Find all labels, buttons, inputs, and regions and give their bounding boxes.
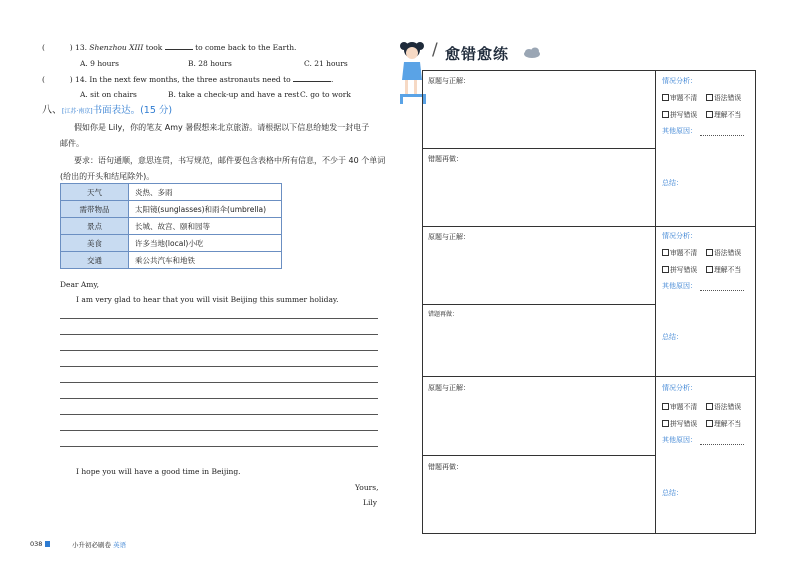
section-number: 八、 <box>42 105 62 116</box>
writing-line[interactable] <box>60 382 378 383</box>
prompt-line-1: 假如你是 Lily，你的笔友 Amy 暑假想来北京旅游。请根据以下信息给她发一封电子 <box>74 123 370 132</box>
table-row <box>61 201 282 218</box>
table-value: 乘公共汽车和地铁 <box>129 252 282 269</box>
check-label: 语法错误 <box>714 94 742 102</box>
table-value: 太阳镜(sunglasses)和雨伞(umbrella) <box>129 201 282 218</box>
check-misread[interactable] <box>662 92 697 102</box>
redo-label: 错题再做： <box>428 311 459 318</box>
letter-closing: I hope you will have a good time in Beijing. <box>76 467 241 476</box>
option-c[interactable]: C. go to work <box>300 90 351 99</box>
question-13 <box>42 42 296 52</box>
table-value: 炎热、多雨 <box>129 184 282 201</box>
original-label: 原题与正解： <box>428 233 470 241</box>
check-label: 拼写错误 <box>670 420 698 428</box>
fill-blank[interactable] <box>293 74 334 84</box>
check-label: 理解不当 <box>714 420 742 428</box>
section-source: [江苏·南京] <box>62 108 93 115</box>
option-b[interactable]: B. take a check-up and have a rest <box>168 90 300 99</box>
check-label: 语法错误 <box>714 403 742 411</box>
checkbox[interactable] <box>662 266 669 273</box>
question-text-after: to come back to the Earth. <box>195 43 297 52</box>
table-row <box>61 184 282 201</box>
other-reason-label: 其他原因： <box>662 436 697 444</box>
checkbox[interactable] <box>662 249 669 256</box>
checkbox[interactable] <box>706 266 713 273</box>
grid-divider <box>422 376 756 377</box>
check-misread[interactable] <box>662 247 697 257</box>
table-key: 天气 <box>61 184 129 201</box>
question-text-after: . <box>331 75 334 84</box>
table-key: 景点 <box>61 218 129 235</box>
prompt-line-2-cont: (给出的开头和结尾除外)。 <box>60 172 155 181</box>
check-grammar[interactable] <box>706 247 741 257</box>
check-understanding[interactable] <box>706 418 741 428</box>
book-title <box>72 540 126 549</box>
prompt-line-2: 要求：语句通顺，意思连贯，书写规范，邮件要包含表格中所有信息，不少于 40 个单词 <box>74 156 386 165</box>
check-label: 语法错误 <box>714 249 742 257</box>
grid-divider <box>422 226 756 227</box>
check-label: 审题不清 <box>670 249 698 257</box>
question-text: In the next few months, the three astronauts need to <box>89 75 291 84</box>
book-subject: 英语 <box>113 541 127 549</box>
table-value: 许多当地(local)小吃 <box>129 235 282 252</box>
check-understanding[interactable] <box>706 109 741 119</box>
answer-bracket-open: ( <box>42 43 45 52</box>
analysis-label: 情况分析： <box>662 77 697 85</box>
letter-name: Lily <box>363 498 378 507</box>
writing-line[interactable] <box>60 350 378 351</box>
info-table <box>60 183 282 269</box>
option-a[interactable]: A. sit on chairs <box>80 90 137 99</box>
checkbox[interactable] <box>706 420 713 427</box>
table-key: 需带物品 <box>61 201 129 218</box>
table-row <box>61 235 282 252</box>
other-reason-input[interactable] <box>700 290 744 291</box>
redo-label: 错题再做： <box>428 155 463 163</box>
checkbox[interactable] <box>706 249 713 256</box>
other-reason-input[interactable] <box>700 135 744 136</box>
checkbox[interactable] <box>662 94 669 101</box>
grid-divider <box>655 70 656 534</box>
check-spelling[interactable] <box>662 264 697 274</box>
check-label: 审题不清 <box>670 94 698 102</box>
other-reason-input[interactable] <box>700 444 744 445</box>
answer-bracket-close: ) <box>69 43 73 52</box>
writing-line[interactable] <box>60 366 378 367</box>
table-key: 交通 <box>61 252 129 269</box>
error-practice-grid <box>422 70 756 534</box>
check-label: 理解不当 <box>714 111 742 119</box>
writing-line[interactable] <box>60 430 378 431</box>
table-key: 美食 <box>61 235 129 252</box>
original-label: 原题与正解： <box>428 77 470 85</box>
writing-line[interactable] <box>60 334 378 335</box>
checkbox[interactable] <box>706 111 713 118</box>
prompt-line-1-cont: 邮件。 <box>60 139 84 148</box>
check-label: 审题不清 <box>670 403 698 411</box>
other-reason-label: 其他原因： <box>662 127 697 135</box>
writing-line[interactable] <box>60 414 378 415</box>
summary-label: 总结： <box>662 179 683 187</box>
grid-divider <box>422 304 655 305</box>
grid-divider <box>422 455 655 456</box>
question-number: 13. <box>75 43 87 52</box>
question-italic: Shenzhou XIII <box>89 43 144 52</box>
answer-bracket-close: ) <box>69 75 73 84</box>
question-number: 14. <box>75 75 87 84</box>
letter-signoff: Yours, <box>355 483 379 492</box>
section-title: 书面表达。(15 分) <box>92 105 173 116</box>
checkbox[interactable] <box>662 420 669 427</box>
book-name: 小升初必刷卷 <box>72 541 111 549</box>
section-heading <box>42 101 172 116</box>
check-spelling[interactable] <box>662 418 697 428</box>
writing-line[interactable] <box>60 398 378 399</box>
writing-line[interactable] <box>60 446 378 447</box>
fill-blank[interactable] <box>165 42 193 50</box>
check-label: 理解不当 <box>714 266 742 274</box>
check-understanding[interactable] <box>706 264 741 274</box>
letter-greeting: Dear Amy, <box>60 280 100 289</box>
check-label: 拼写错误 <box>670 266 698 274</box>
table-row <box>61 252 282 269</box>
table-row <box>61 218 282 235</box>
summary-label: 总结： <box>662 333 683 341</box>
check-grammar[interactable] <box>706 92 741 102</box>
cloud-icon <box>522 47 542 59</box>
page-number: 038 <box>30 540 43 548</box>
analysis-label: 情况分析： <box>662 232 697 240</box>
original-label: 原题与正解： <box>428 384 470 392</box>
page-marker-icon <box>45 541 50 547</box>
option-b[interactable]: B. 28 hours <box>188 59 232 68</box>
other-reason-label: 其他原因： <box>662 282 697 290</box>
redo-label: 错题再做： <box>428 463 463 471</box>
checkbox[interactable] <box>662 111 669 118</box>
analysis-label: 情况分析： <box>662 384 697 392</box>
writing-line[interactable] <box>60 318 378 319</box>
question-text: took <box>145 43 163 52</box>
checkbox[interactable] <box>662 403 669 410</box>
grid-divider <box>422 148 655 149</box>
table-value: 长城、故宫、颐和园等 <box>129 218 282 235</box>
check-misread[interactable] <box>662 401 697 411</box>
title-slash: / <box>432 40 438 60</box>
letter-opening: I am very glad to hear that you will visit Beijing this summer holiday. <box>76 295 339 304</box>
question-14 <box>42 74 333 84</box>
option-c[interactable]: C. 21 hours <box>304 59 348 68</box>
summary-label: 总结： <box>662 489 683 497</box>
check-spelling[interactable] <box>662 109 697 119</box>
answer-bracket-open: ( <box>42 75 45 84</box>
option-a[interactable]: A. 9 hours <box>80 59 119 68</box>
right-page-title: 愈错愈练 <box>445 45 510 63</box>
check-grammar[interactable] <box>706 401 741 411</box>
check-label: 拼写错误 <box>670 111 698 119</box>
checkbox[interactable] <box>706 94 713 101</box>
checkbox[interactable] <box>706 403 713 410</box>
